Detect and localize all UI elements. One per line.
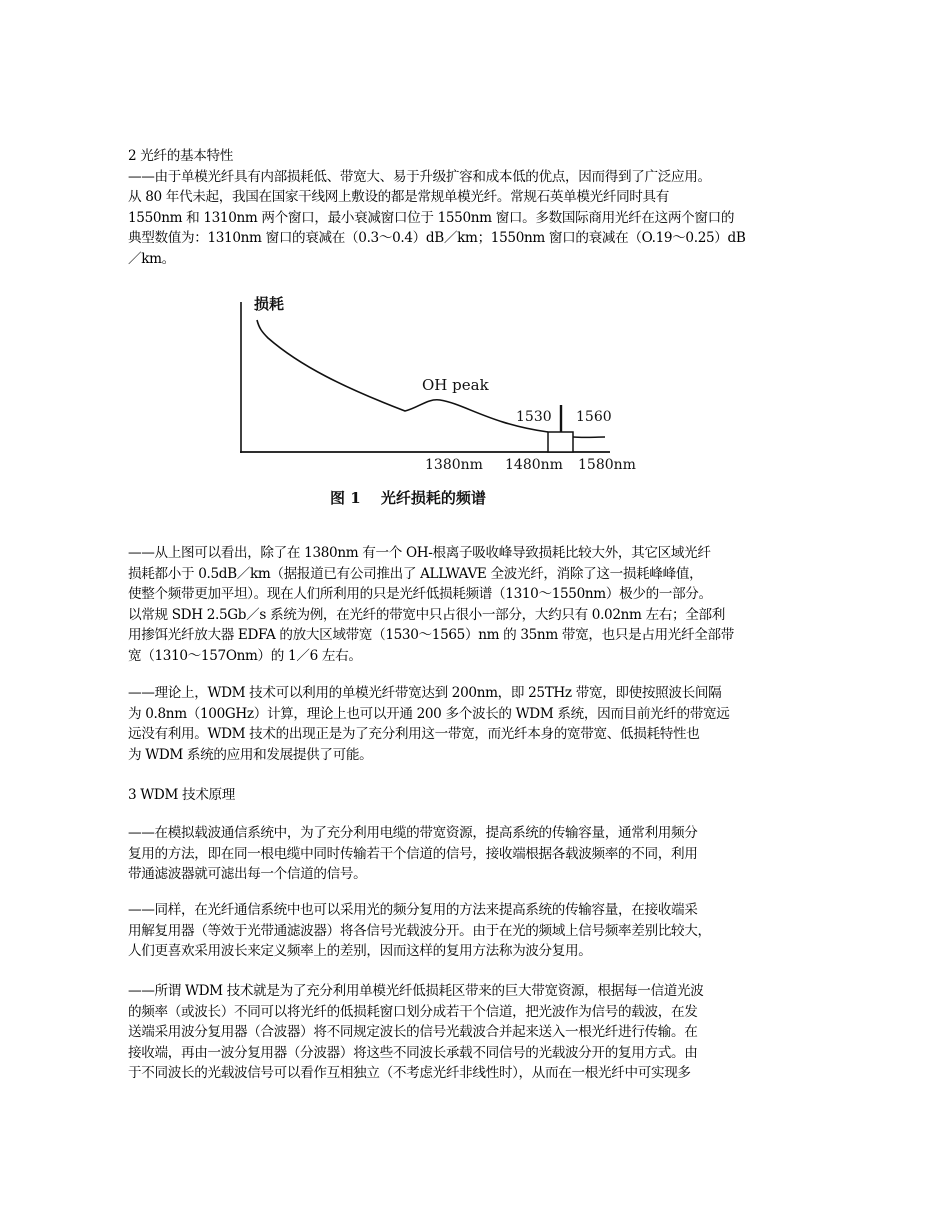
paragraph-line: 为 WDM 系统的应用和发展提供了可能。 — [128, 746, 373, 763]
paragraph-line: 复用的方法，即在同一根电缆中同时传输若干个信道的信号，接收端根据各载波频率的不同，利用 — [128, 845, 698, 862]
paragraph-line: ／km。 — [128, 250, 175, 267]
section-heading: 3 WDM 技术原理 — [128, 787, 235, 803]
fiber-loss-spectrum-figure — [230, 288, 650, 518]
paragraph — [128, 683, 808, 765]
paragraph-line: 典型数值为：1310nm 窗口的衰减在（0.3～0.4）dB／km；1550nm 窗口的衰减在（O.19～0.25）dB — [128, 230, 746, 247]
paragraph-line: ——由于单模光纤具有内部损耗低、带宽大、易于升级扩容和成本低的优点，因而得到了广泛应用。 — [128, 168, 711, 185]
paragraph-line: 为 0.8nm（100GHz）计算，理论上也可以开通 200 多个波长的 WDM 系统，因而目前光纤的带宽远 — [128, 705, 730, 722]
paragraph-line: ——同样，在光纤通信系统中也可以采用光的频分复用的方法来提高系统的传输容量，在接收端采 — [128, 902, 698, 918]
paragraph-line: 人们更喜欢采用波长来定义频率上的差别，因而这样的复用方法称为波分复用。 — [128, 943, 592, 960]
x-tick-label: 1480nm — [505, 457, 563, 473]
paragraph — [128, 981, 808, 1084]
paragraph-line: 使整个频带更加平坦）。现在人们所利用的只是光纤低损耗频谱（1310～1550nm）极少的一部分。 — [128, 586, 712, 603]
paragraph-line: 远没有利用。WDM 技术的出现正是为了充分利用这一带宽，而光纤本身的宽带宽、低损耗特性也 — [128, 726, 700, 743]
paragraph-line: 于不同波长的光载波信号可以看作互相独立（不考虑光纤非线性时），从而在一根光纤中可实现多 — [128, 1065, 691, 1082]
label-1530: 1530 — [516, 409, 552, 425]
paragraph-line: 用解复用器（等效于光带通滤波器）将各信号光载波分开。由于在光的频域上信号频率差别比较大， — [128, 922, 711, 939]
paragraph-line: 宽（1310～157Onm）的 1／6 左右。 — [128, 647, 362, 664]
figure-caption: 图 1 光纤损耗的频谱 — [330, 489, 486, 507]
paragraph — [128, 543, 808, 667]
paragraph — [128, 823, 808, 885]
paragraph-line: 用掺饵光纤放大器 EDFA 的放大区域带宽（1530～1565）nm 的 35nm 带宽，也只是占用光纤全部带 — [128, 627, 735, 644]
label-1560: 1560 — [576, 409, 612, 425]
paragraph-line: 接收端，再由一波分复用器（分波器）将这些不同波长承载不同信号的光载波分开的复用方式。由 — [128, 1044, 698, 1061]
paragraph — [128, 900, 808, 962]
loss-curve — [257, 320, 548, 432]
section-2-block — [128, 146, 808, 270]
section-heading: 2 光纤的基本特性 — [128, 148, 233, 164]
paragraph-line: ——在模拟载波通信系统中，为了充分利用电缆的带宽资源，提高系统的传输容量，通常利用频分 — [128, 825, 698, 841]
paragraph-line: 1550nm 和 1310nm 两个窗口，最小衰减窗口位于 1550nm 窗口。多数国际商用光纤在这两个窗口的 — [128, 209, 735, 226]
paragraph-line: ——从上图可以看出，除了在 1380nm 有一个 OH-根离子吸收峰导致损耗比较大外，其它区域光纤 — [128, 545, 711, 561]
paragraph-line: 的频率（或波长）不同可以将光纤的低损耗窗口划分成若干个信道，把光波作为信号的载波，在发 — [128, 1003, 698, 1020]
edfa-window-box — [548, 432, 573, 452]
paragraph-line: 以常规 SDH 2.5Gb／s 系统为例，在光纤的带宽中只占很小一部分，大约只有 0.02nm 左右；全部利 — [128, 606, 726, 623]
paragraph-line: 送端采用波分复用器（合波器）将不同规定波长的信号光载波合并起来送入一根光纤进行传输。在 — [128, 1024, 698, 1041]
oh-peak-label: OH peak — [422, 376, 489, 394]
section-3-heading-block — [128, 785, 808, 806]
x-tick-label: 1580nm — [578, 457, 636, 473]
paragraph-line: 带通滤波器就可滤出每一个信道的信号。 — [128, 866, 367, 883]
x-tick-label: 1380nm — [425, 457, 483, 473]
paragraph-line: 损耗都小于 0.5dB／km（据报道已有公司推出了 ALLWAVE 全波光纤，消除了这一损耗峰峰值， — [128, 565, 703, 582]
y-axis-label: 损耗 — [254, 295, 285, 313]
paragraph-line: ——理论上，WDM 技术可以利用的单模光纤带宽达到 200nm，即 25THz 带宽，即使按照波长间隔 — [128, 685, 722, 701]
paragraph-line: ——所谓 WDM 技术就是为了充分利用单模光纤低损耗区带来的巨大带宽资源，根据每一信道光波 — [128, 983, 704, 999]
paragraph-line: 从 80 年代未起，我国在国家干线网上敷设的都是常规单模光纤。常规石英单模光纤同时具有 — [128, 189, 670, 206]
